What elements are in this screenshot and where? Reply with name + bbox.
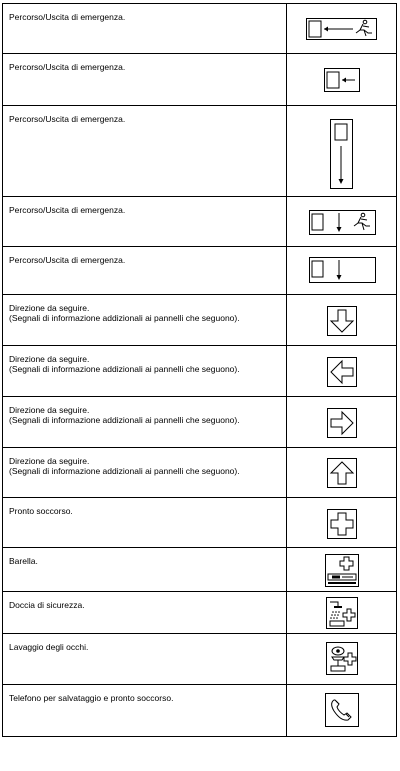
- safety-shower-icon: [326, 597, 358, 629]
- table-row: [3, 547, 396, 591]
- sign-description: [9, 12, 279, 22]
- description-line: Lavaggio degli occhi.: [9, 642, 89, 652]
- table-row: [3, 345, 396, 396]
- arrow-up-icon: [327, 458, 357, 488]
- sign-description: [9, 205, 279, 215]
- sign-description: [9, 354, 279, 374]
- table-row: [3, 447, 396, 497]
- sign-description: [9, 114, 279, 124]
- sign-description: [9, 255, 279, 265]
- arrow-left-icon: [327, 357, 357, 387]
- description-line: (Segnali di informazione addizionali ai pannelli che seguono).: [9, 364, 240, 374]
- sign-description: [9, 506, 279, 516]
- table-row: [3, 591, 396, 633]
- table-row: [3, 53, 396, 105]
- table-row: [3, 196, 396, 246]
- arrow-right-icon: [327, 408, 357, 438]
- description-line: (Segnali di informazione addizionali ai pannelli che seguono).: [9, 466, 240, 476]
- description-line: Direzione da seguire.: [9, 456, 90, 466]
- table-row: [3, 633, 396, 684]
- sign-description: [9, 456, 279, 476]
- sign-description: [9, 600, 279, 610]
- description-line: Telefono per salvataggio e pronto soccorso.: [9, 693, 174, 703]
- exit-left-arrow-icon: [324, 68, 360, 92]
- table-row: [3, 105, 396, 196]
- stretcher-icon: [325, 554, 359, 587]
- description-line: Pronto soccorso.: [9, 506, 73, 516]
- description-line: Direzione da seguire.: [9, 303, 90, 313]
- description-line: Doccia di sicurezza.: [9, 600, 85, 610]
- arrow-down-icon: [327, 306, 357, 336]
- description-line: Barella.: [9, 556, 38, 566]
- exit-down-arrow-runner-icon: [309, 210, 376, 235]
- table-row: [3, 3, 396, 53]
- description-line: (Segnali di informazione addizionali ai pannelli che seguono).: [9, 415, 240, 425]
- sign-description: [9, 62, 279, 72]
- table-row: [3, 497, 396, 547]
- description-line: (Segnali di informazione addizionali ai pannelli che seguono).: [9, 313, 240, 323]
- table-row: [3, 396, 396, 447]
- description-line: Percorso/Uscita di emergenza.: [9, 255, 126, 265]
- description-line: Direzione da seguire.: [9, 405, 90, 415]
- sign-description: [9, 405, 279, 425]
- sign-description: [9, 693, 279, 703]
- exit-left-arrow-runner-icon: [306, 18, 377, 40]
- emergency-phone-icon: [325, 693, 359, 727]
- exit-down-arrow-icon: [309, 257, 376, 283]
- safety-signs-table: [2, 3, 397, 737]
- eye-wash-icon: [326, 642, 358, 675]
- sign-description: [9, 303, 279, 323]
- sign-description: [9, 642, 279, 652]
- first-aid-cross-icon: [327, 509, 357, 539]
- sign-description: [9, 556, 279, 566]
- description-line: Percorso/Uscita di emergenza.: [9, 12, 126, 22]
- description-line: Direzione da seguire.: [9, 354, 90, 364]
- description-line: Percorso/Uscita di emergenza.: [9, 62, 126, 72]
- exit-down-arrow-icon: [330, 119, 353, 189]
- table-row: [3, 684, 396, 736]
- table-row: [3, 246, 396, 294]
- table-row: [3, 294, 396, 345]
- description-line: Percorso/Uscita di emergenza.: [9, 205, 126, 215]
- description-line: Percorso/Uscita di emergenza.: [9, 114, 126, 124]
